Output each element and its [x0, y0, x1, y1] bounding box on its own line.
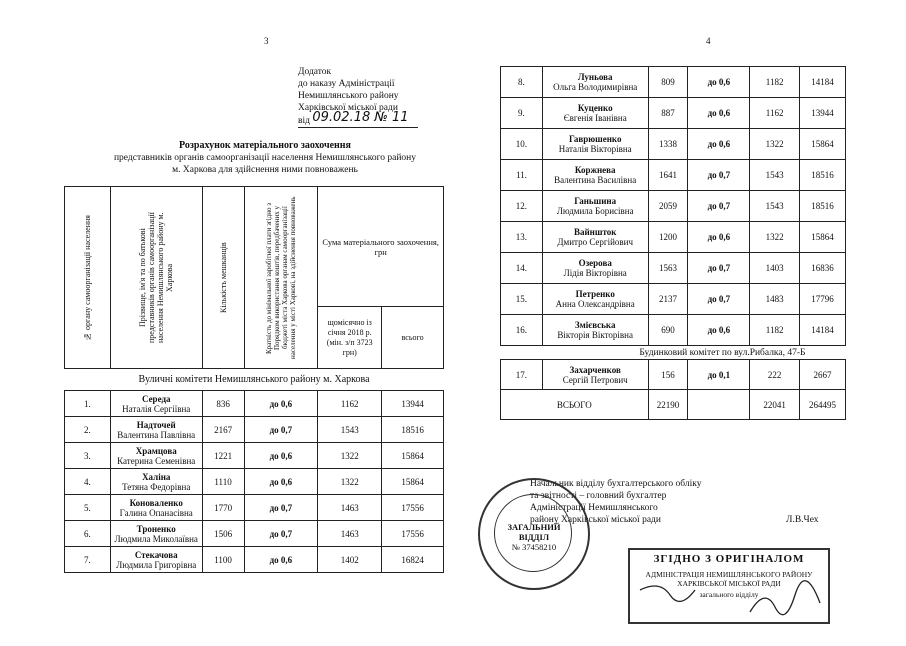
row-name-cell — [542, 284, 648, 315]
row-residents: 2137 — [648, 284, 688, 315]
addendum-date-prefix: від — [298, 116, 310, 126]
addendum-block — [298, 66, 448, 128]
stamp-title: ЗГІДНО З ОРИГІНАЛОМ — [653, 553, 805, 565]
row-residents: 887 — [648, 98, 688, 129]
handwritten-signature-icon — [630, 550, 828, 622]
row-total: 18516 — [800, 160, 846, 191]
table-row — [501, 253, 846, 284]
handwritten-date: 09.02.18 № 11 — [312, 110, 409, 125]
row-monthly: 1543 — [318, 417, 382, 443]
row-number: 2. — [65, 417, 111, 443]
row-ratio: до 0,6 — [688, 129, 750, 160]
row-monthly: 1403 — [750, 253, 800, 284]
row-monthly: 222 — [750, 360, 800, 390]
row-ratio: до 0,6 — [688, 67, 750, 98]
row-monthly: 1463 — [318, 521, 382, 547]
total-row — [501, 390, 846, 420]
row-surname: Середа — [141, 393, 171, 404]
table-row — [65, 495, 444, 521]
row-monthly: 1322 — [750, 129, 800, 160]
section-heading: Будинковий комітет по вул.Рибалка, 47-Б — [501, 346, 846, 360]
row-surname: Стекачова — [134, 549, 178, 560]
table-row — [501, 222, 846, 253]
stamp-text: ЗАГАЛЬНИЙ — [507, 522, 561, 532]
header-col5: Сума матеріального заохочення, грн — [318, 187, 444, 307]
row-surname: Ганьшина — [574, 196, 617, 206]
row-number: 5. — [65, 495, 111, 521]
row-name-cell — [542, 222, 648, 253]
table-row — [501, 360, 846, 390]
row-name-cell — [542, 67, 648, 98]
row-number: 11. — [501, 160, 543, 191]
row-name-cell — [110, 469, 202, 495]
row-surname: Вайншток — [573, 227, 617, 237]
row-surname: Петренко — [575, 289, 615, 299]
row-residents: 1200 — [648, 222, 688, 253]
signature-line: та звітності – головний бухгалтер — [530, 491, 667, 501]
row-given-name: Лідія Вікторівна — [563, 268, 627, 278]
row-total: 18516 — [382, 417, 444, 443]
row-surname: Коноваленко — [129, 497, 183, 508]
row-residents: 836 — [202, 391, 244, 417]
row-given-name: Людмила Григорівна — [116, 559, 197, 570]
row-total: 18516 — [800, 191, 846, 222]
section-heading: Вуличні комітети Немишлянського району м. Харкова — [65, 369, 444, 391]
row-surname: Озерова — [578, 258, 612, 268]
table-row — [501, 160, 846, 191]
addendum-line: Немишлянського району — [298, 91, 399, 101]
row-total: 15864 — [800, 129, 846, 160]
page-number: 4 — [706, 36, 711, 46]
row-number: 15. — [501, 284, 543, 315]
header-col1: № органу самоорганізації населення — [82, 214, 92, 341]
row-residents: 690 — [648, 315, 688, 346]
row-given-name: Валентина Василівна — [554, 175, 637, 185]
row-total: 13944 — [382, 391, 444, 417]
row-total: 14184 — [800, 67, 846, 98]
table-row — [501, 284, 846, 315]
table-row — [501, 315, 846, 346]
row-monthly: 1543 — [750, 191, 800, 222]
left-rows — [65, 391, 444, 573]
stamp-text: АДМІНІСТРАЦІЯ НЕМИШЛЯНСЬКОГО РАЙОНУ ХАРКІВСЬКОЇ МІСЬКОЇ РАДИ — [645, 570, 813, 588]
table-row — [65, 391, 444, 417]
row-residents: 1506 — [202, 521, 244, 547]
row-monthly: 1402 — [318, 547, 382, 573]
row-monthly: 1322 — [750, 222, 800, 253]
row-ratio: до 0,1 — [688, 360, 750, 390]
row-ratio: до 0,7 — [244, 495, 318, 521]
row-name-cell — [110, 495, 202, 521]
row-given-name: Валентина Павлівна — [117, 429, 196, 440]
row-given-name: Наталія Вікторівна — [558, 144, 632, 154]
title-line: представників органів самоорганізації населення Немишлянського району — [113, 153, 417, 163]
table-row — [65, 521, 444, 547]
row-monthly: 1322 — [318, 469, 382, 495]
table-row — [65, 469, 444, 495]
row-ratio: до 0,6 — [688, 222, 750, 253]
row-given-name: Галина Опанасівна — [119, 507, 193, 518]
row-name-cell — [542, 160, 648, 191]
row-name-cell — [110, 521, 202, 547]
row-residents: 156 — [648, 360, 688, 390]
row-surname: Надточей — [136, 419, 176, 430]
stamp-text: № 37458210 — [511, 542, 557, 552]
row-total: 14184 — [800, 315, 846, 346]
row-name-cell — [542, 191, 648, 222]
row-total: 16824 — [382, 547, 444, 573]
row-surname: Троненко — [136, 523, 176, 534]
row-ratio: до 0,7 — [244, 521, 318, 547]
row-name-cell — [110, 547, 202, 573]
row-given-name: Вікторія Вікторівна — [557, 330, 633, 340]
row-surname: Куценко — [577, 103, 613, 113]
row-monthly: 1182 — [750, 67, 800, 98]
row-ratio: до 0,7 — [688, 160, 750, 191]
addendum-line: до наказу Адміністрації — [298, 79, 395, 89]
row-residents: 1221 — [202, 443, 244, 469]
row-surname: Луньова — [577, 72, 613, 82]
header-col4: Кратність до мінімальної заробітної плати згідно з Порядком використання коштів, передбачених у бюджеті міста Харкова органам самоорганізації населення у місті Харкові, на здійснення повноважень — [264, 196, 297, 359]
row-ratio: до 0,7 — [688, 253, 750, 284]
row-given-name: Катерина Семенівна — [117, 455, 196, 466]
row-residents: 809 — [648, 67, 688, 98]
row-monthly: 1162 — [750, 98, 800, 129]
row-surname: Халіна — [142, 471, 171, 482]
total-monthly: 22041 — [750, 390, 800, 420]
row-monthly: 1162 — [318, 391, 382, 417]
addendum-line: Додаток — [298, 67, 332, 77]
title-heading: Розрахунок матеріального заохочення — [179, 140, 351, 151]
row-residents: 1770 — [202, 495, 244, 521]
row-residents: 1563 — [648, 253, 688, 284]
row-total: 17796 — [800, 284, 846, 315]
total-label: ВСЬОГО — [501, 390, 649, 420]
row-monthly: 1322 — [318, 443, 382, 469]
table-row — [501, 191, 846, 222]
header-col5b: всього — [382, 307, 444, 369]
row-name-cell — [110, 443, 202, 469]
row-name-cell — [110, 417, 202, 443]
row-name-cell — [542, 315, 648, 346]
row-surname: Гаврюшенко — [568, 134, 622, 144]
row-ratio: до 0,6 — [244, 469, 318, 495]
certified-copy-stamp — [628, 548, 830, 624]
row-number: 6. — [65, 521, 111, 547]
row-name-cell — [110, 391, 202, 417]
row-name-cell — [542, 98, 648, 129]
row-residents: 2167 — [202, 417, 244, 443]
row-given-name: Ольга Володимирівна — [553, 82, 638, 92]
total-residents: 22190 — [648, 390, 688, 420]
row-surname: Храмцова — [135, 445, 177, 456]
row-number: 1. — [65, 391, 111, 417]
row-given-name: Наталія Сергіївна — [122, 403, 191, 414]
row-residents: 2059 — [648, 191, 688, 222]
row-number: 8. — [501, 67, 543, 98]
row-monthly: 1463 — [318, 495, 382, 521]
row-ratio: до 0,6 — [688, 98, 750, 129]
row-name-cell — [542, 360, 648, 390]
row-ratio: до 0,7 — [688, 284, 750, 315]
stamp-text: ВІДДІЛ — [518, 532, 550, 542]
row-residents: 1100 — [202, 547, 244, 573]
row-ratio: до 0,6 — [688, 315, 750, 346]
left-page — [0, 0, 450, 646]
row-total: 17556 — [382, 521, 444, 547]
signatory-name: Л.В.Чех — [786, 515, 819, 525]
row-number: 14. — [501, 253, 543, 284]
stamp-text: загального відділу — [699, 590, 759, 599]
table-row — [65, 443, 444, 469]
row-ratio: до 0,6 — [244, 391, 318, 417]
signature-line: району Харківської міської ради — [530, 515, 661, 525]
row-given-name: Євгенія Іванівна — [563, 113, 627, 123]
row-total: 15864 — [382, 469, 444, 495]
document-title — [90, 140, 440, 176]
row-total: 13944 — [800, 98, 846, 129]
row-number: 7. — [65, 547, 111, 573]
row-number: 9. — [501, 98, 543, 129]
row-residents: 1641 — [648, 160, 688, 191]
row-given-name: Анна Олександрівна — [555, 299, 635, 309]
round-stamp — [478, 478, 590, 590]
row-monthly: 1543 — [750, 160, 800, 191]
signature-line: Начальник відділу бухгалтерського обліку — [530, 479, 702, 489]
row-total: 15864 — [382, 443, 444, 469]
table-row — [501, 67, 846, 98]
row-number: 3. — [65, 443, 111, 469]
row-given-name: Людмила Борисівна — [556, 206, 634, 216]
row-total: 15864 — [800, 222, 846, 253]
row-total: 16836 — [800, 253, 846, 284]
row-ratio: до 0,6 — [244, 443, 318, 469]
row-surname: Захарченков — [569, 364, 621, 375]
row-total: 2667 — [800, 360, 846, 390]
page-number: 3 — [264, 36, 269, 46]
row-number: 10. — [501, 129, 543, 160]
signature-line: Адміністрації Немишлянського — [530, 503, 658, 513]
row-given-name: Сергій Петрович — [562, 374, 628, 385]
row-total: 17556 — [382, 495, 444, 521]
row-residents: 1110 — [202, 469, 244, 495]
row-ratio: до 0,6 — [244, 547, 318, 573]
row-monthly: 1483 — [750, 284, 800, 315]
header-col3: Кількість мешканців — [218, 242, 228, 313]
row-name-cell — [542, 253, 648, 284]
table-row — [65, 417, 444, 443]
right-table — [500, 66, 846, 420]
row-given-name: Дмитро Сергійович — [557, 237, 634, 247]
header-col2: Прізвище, ім'я та по батькові представників органів самоорганізації населення Немишлянського району м. Харкова — [138, 212, 175, 343]
row-number: 17. — [501, 360, 543, 390]
row-given-name: Тетяна Федорівна — [122, 481, 191, 492]
table-row — [501, 129, 846, 160]
table-row — [501, 98, 846, 129]
row-monthly: 1182 — [750, 315, 800, 346]
total-sum: 264495 — [800, 390, 846, 420]
row-surname: Коржнева — [574, 165, 616, 175]
row-number: 16. — [501, 315, 543, 346]
title-line: м. Харкова для здійснення ними повноважень — [172, 165, 358, 175]
table-row — [65, 547, 444, 573]
left-table — [64, 186, 444, 573]
row-surname: Змієвська — [574, 320, 616, 330]
row-given-name: Людмила Миколаївна — [114, 533, 198, 544]
row-name-cell — [542, 129, 648, 160]
row-number: 13. — [501, 222, 543, 253]
row-ratio: до 0,7 — [244, 417, 318, 443]
addendum-date-line — [298, 110, 418, 128]
row-residents: 1338 — [648, 129, 688, 160]
row-ratio: до 0,7 — [688, 191, 750, 222]
addendum-line: Харківської міської ради — [298, 103, 398, 113]
right-rows — [501, 67, 846, 346]
row-number: 4. — [65, 469, 111, 495]
header-col5a: щомісячно із січня 2018 р. (мін. з/п 3723 грн) — [318, 307, 382, 369]
row-number: 12. — [501, 191, 543, 222]
